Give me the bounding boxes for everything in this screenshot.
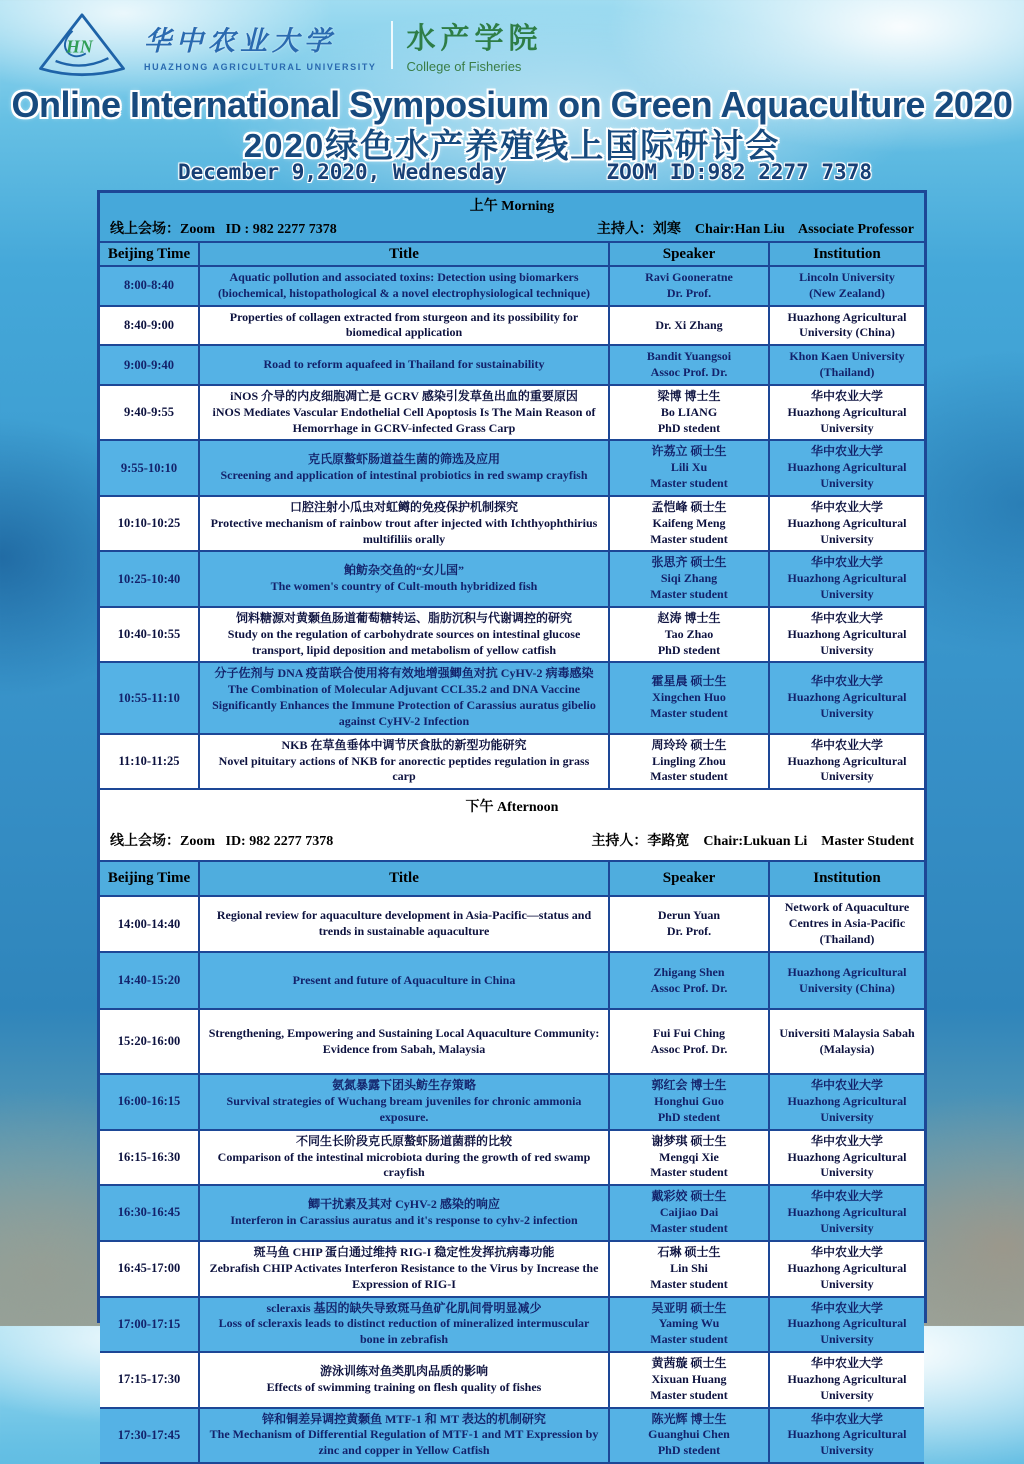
speaker-cell bbox=[608, 346, 768, 384]
title-line: Novel pituitary actions of NKB for anorectic peptides regulation in grass carp bbox=[218, 753, 590, 784]
venue-bar bbox=[100, 818, 924, 860]
institution-line: Lincoln University bbox=[799, 270, 895, 284]
title-line: The women's country of Cult-mouth hybridized fish bbox=[270, 579, 538, 594]
institution-line: Huazhong Agricultural University bbox=[787, 460, 907, 491]
speaker-cell bbox=[608, 1131, 768, 1184]
session-label: 上午 Morning bbox=[100, 193, 924, 217]
institution-cell bbox=[768, 441, 924, 494]
speaker-line: 戴彩姣 硕士生 bbox=[651, 1189, 727, 1204]
institution-line: (Thailand) bbox=[819, 932, 875, 947]
institution-line: 华中农业大学 bbox=[810, 674, 883, 689]
speaker-line: Lili Xu bbox=[670, 460, 708, 475]
speaker-line: Master student bbox=[650, 1165, 728, 1180]
schedule-row bbox=[100, 661, 924, 732]
symposium-title-en: Online International Symposium on Green Aquaculture 2020 bbox=[11, 84, 1013, 125]
title-cell bbox=[198, 1010, 608, 1073]
time-cell: 10:25-10:40 bbox=[117, 571, 181, 586]
title-cell bbox=[198, 1242, 608, 1296]
speaker-line: 陈光辉 博士生 bbox=[651, 1411, 727, 1426]
institution-cell bbox=[768, 735, 924, 788]
time-cell: 11:10-11:25 bbox=[118, 753, 180, 768]
time-cell: 17:15-17:30 bbox=[117, 1372, 181, 1387]
column-header: Institution bbox=[768, 243, 924, 265]
speaker-line: 梁博 博士生 bbox=[657, 388, 721, 403]
institution-line: Huazhong Agricultural University bbox=[787, 753, 907, 784]
speaker-line: Siqi Zhang bbox=[660, 571, 718, 586]
time-cell: 8:00-8:40 bbox=[124, 278, 174, 293]
schedule-row bbox=[100, 1296, 924, 1351]
institution-cell bbox=[768, 663, 924, 732]
speaker-cell bbox=[608, 552, 768, 605]
svg-text:HN: HN bbox=[65, 36, 93, 57]
title-line: Screening and application of intestinal probiotics in red swamp crayfish bbox=[220, 468, 588, 483]
schedule-row bbox=[100, 495, 924, 550]
title-line: 锌和铜差异调控黄颡鱼 MTF-1 和 MT 表达的机制研究 bbox=[262, 1411, 546, 1426]
title-cell bbox=[198, 497, 608, 550]
institution-cell bbox=[768, 1131, 924, 1184]
title-cell bbox=[198, 1075, 608, 1128]
schedule-row bbox=[100, 606, 924, 661]
title-line: Effects of swimming training on flesh quality of fishes bbox=[266, 1379, 542, 1394]
speaker-cell bbox=[608, 1298, 768, 1351]
time-cell: 10:40-10:55 bbox=[117, 627, 181, 642]
institution-line: 华中农业大学 bbox=[810, 555, 883, 570]
title-cell bbox=[198, 552, 608, 605]
title-line: Survival strategies of Wuchang bream juveniles for chronic ammonia exposure. bbox=[226, 1094, 582, 1124]
institution-cell bbox=[768, 497, 924, 550]
speaker-line: Tao Zhao bbox=[664, 626, 714, 641]
institution-line: (New Zealand) bbox=[809, 285, 885, 300]
time-cell: 9:40-9:55 bbox=[124, 405, 174, 420]
institution-line: Huazhong Agricultural University bbox=[787, 1371, 907, 1402]
institution-line: Huazhong Agricultural University bbox=[787, 690, 907, 720]
schedule-row bbox=[100, 384, 924, 439]
speaker-line: Master student bbox=[650, 1276, 728, 1291]
institution-line: 华中农业大学 bbox=[810, 1356, 883, 1371]
institution-cell bbox=[768, 1075, 924, 1128]
speaker-cell bbox=[608, 1242, 768, 1296]
institution-line: Huazhong Agricultural University bbox=[787, 626, 907, 657]
university-logo-icon bbox=[34, 12, 130, 78]
institution-line: (Malaysia) bbox=[819, 1041, 875, 1056]
title-line: Zebrafish CHIP Activates Interferon Resistance to the Virus by Increase the Expression of RIG-I bbox=[209, 1260, 599, 1291]
speaker-cell bbox=[608, 1186, 768, 1239]
schedule-row bbox=[100, 1407, 924, 1462]
title-cell bbox=[198, 1353, 608, 1406]
speaker-line: PhD stedent bbox=[657, 642, 721, 657]
title-line: Strengthening, Empowering and Sustaining Local Aquaculture Community: Evidence from Sabah, Malaysia bbox=[208, 1025, 600, 1056]
title-cell bbox=[198, 1298, 608, 1351]
title-cell bbox=[198, 386, 608, 439]
speaker-line: PhD stedent bbox=[657, 1443, 721, 1458]
speaker-line: Dr. Prof. bbox=[666, 285, 712, 300]
session-morning bbox=[100, 193, 924, 788]
speaker-line: Lin Shi bbox=[670, 1260, 708, 1275]
speaker-line: 霍星晨 硕士生 bbox=[651, 674, 727, 689]
speaker-line: Ravi Gooneratne bbox=[645, 270, 733, 284]
university-name-en: HUAZHONG AGRICULTURAL UNIVERSITY bbox=[144, 61, 377, 72]
title-cell bbox=[198, 441, 608, 494]
speaker-cell bbox=[608, 1010, 768, 1073]
speaker-line: Bandit Yuangsoi bbox=[646, 349, 732, 364]
institution-line: (Thailand) bbox=[819, 365, 875, 380]
institution-line: Huazhong Agricultural University (China) bbox=[787, 964, 907, 995]
institution-line: Huazhong Agricultural University bbox=[787, 404, 907, 435]
title-cell bbox=[198, 1409, 608, 1462]
title-line: 饲料糖源对黄颡鱼肠道葡萄糖转运、脂肪沉积与代谢调控的研究 bbox=[235, 610, 572, 625]
chair-info: 主持人：刘寒 Chair:Han Liu Associate Professor bbox=[596, 222, 914, 237]
speaker-line: Master student bbox=[650, 769, 728, 784]
column-header-row bbox=[100, 860, 924, 895]
title-line: Loss of scleraxis leads to distinct reduction of mineralized intermuscular bone in zebrafish bbox=[218, 1316, 590, 1347]
speaker-line: 许荔立 硕士生 bbox=[651, 444, 727, 459]
schedule-row bbox=[100, 305, 924, 345]
schedule-row bbox=[100, 1073, 924, 1128]
speaker-line: Kaifeng Meng bbox=[652, 515, 726, 530]
institution-line: Huazhong Agricultural University bbox=[787, 1204, 907, 1235]
schedule-row bbox=[100, 265, 924, 305]
time-cell: 14:40-15:20 bbox=[117, 973, 181, 988]
title-line: Present and future of Aquaculture in China bbox=[292, 972, 516, 987]
title-line: Interferon in Carassius auratus and it's response to cyhv-2 infection bbox=[230, 1212, 578, 1227]
schedule-row bbox=[100, 733, 924, 788]
speaker-line: Xingchen Huo bbox=[652, 690, 726, 705]
institution-cell bbox=[768, 1353, 924, 1406]
title-cell bbox=[198, 663, 608, 732]
schedule-row bbox=[100, 550, 924, 605]
time-cell: 17:00-17:15 bbox=[117, 1316, 181, 1331]
speaker-line: Assoc Prof. Dr. bbox=[650, 365, 728, 380]
speaker-line: Derun Yuan bbox=[657, 908, 721, 923]
speaker-cell bbox=[608, 1409, 768, 1462]
title-cell bbox=[198, 346, 608, 384]
column-header: Speaker bbox=[608, 243, 768, 265]
venue-info: 线上会场：Zoom ID: 982 2277 7378 bbox=[110, 834, 334, 850]
speaker-line: Guanghui Chen bbox=[648, 1427, 730, 1442]
institution-line: 华中农业大学 bbox=[810, 1078, 883, 1093]
speaker-line: 郭红会 博士生 bbox=[651, 1078, 727, 1093]
speaker-line: 张思齐 硕士生 bbox=[651, 555, 727, 570]
title-line: iNOS Mediates Vascular Endothelial Cell Apoptosis Is The Main Reason of Hemorrhage in GCRV-infected Grass Carp bbox=[212, 404, 596, 435]
institution-cell bbox=[768, 386, 924, 439]
institution-line: 华中农业大学 bbox=[810, 1300, 883, 1315]
venue-bar bbox=[100, 217, 924, 241]
university-name-block bbox=[144, 19, 377, 72]
time-cell: 15:20-16:00 bbox=[117, 1034, 181, 1049]
speaker-line: 孟恺峰 硕士生 bbox=[651, 499, 727, 514]
institution-line: Huazhong Agricultural University bbox=[787, 1316, 907, 1347]
speaker-line: Bo LIANG bbox=[660, 404, 718, 419]
column-header: Beijing Time bbox=[107, 245, 191, 262]
speaker-line: Caijiao Dai bbox=[659, 1204, 719, 1219]
title-line: 克氏原螯虾肠道益生菌的筛选及应用 bbox=[307, 452, 500, 467]
title-cell bbox=[198, 735, 608, 788]
speaker-line: Master student bbox=[650, 476, 728, 491]
title-line: Regional review for aquaculture development in Asia-Pacific—status and trends in sustainable aquaculture bbox=[216, 908, 592, 939]
speaker-cell bbox=[608, 608, 768, 661]
speaker-line: Master student bbox=[650, 531, 728, 546]
speaker-line: Assoc Prof. Dr. bbox=[650, 980, 728, 995]
speaker-line: Master student bbox=[650, 1387, 728, 1402]
title-line: 口腔注射小瓜虫对虹鳟的免疫保护机制探究 bbox=[289, 499, 518, 514]
speaker-cell bbox=[608, 735, 768, 788]
speaker-line: Dr. Prof. bbox=[666, 924, 712, 939]
speaker-line: Master student bbox=[650, 587, 728, 602]
institution-cell bbox=[768, 1010, 924, 1073]
speaker-cell bbox=[608, 267, 768, 305]
speaker-line: Assoc Prof. Dr. bbox=[650, 1041, 728, 1056]
institution-line: Huazhong Agricultural University bbox=[787, 1427, 907, 1458]
chair-info: 主持人：李路宽 Chair:Lukuan Li Master Student bbox=[591, 834, 914, 850]
title-line: iNOS 介导的内皮细胞凋亡是 GCRV 感染引发草鱼出血的重要原因 bbox=[230, 388, 578, 403]
speaker-cell bbox=[608, 897, 768, 951]
institution-line: 华中农业大学 bbox=[810, 1244, 883, 1259]
column-header-row bbox=[100, 241, 924, 265]
speaker-cell bbox=[608, 1353, 768, 1406]
title-line: 鲫干扰素及其对 CyHV-2 感染的响应 bbox=[308, 1197, 500, 1212]
speaker-line: Zhigang Shen bbox=[653, 964, 725, 979]
speaker-cell bbox=[608, 1075, 768, 1128]
institution-line: Huazhong Agricultural University bbox=[787, 515, 907, 546]
title-line: 分子佐剂与 DNA 疫苗联合使用将有效地增强鲫鱼对抗 CyHV-2 病毒感染 bbox=[214, 666, 594, 681]
time-cell: 17:30-17:45 bbox=[117, 1427, 181, 1442]
speaker-line: 谢梦琪 硕士生 bbox=[651, 1133, 727, 1148]
institution-line: 华中农业大学 bbox=[810, 444, 883, 459]
speaker-line: 赵涛 博士生 bbox=[657, 610, 721, 625]
college-name-cn: 水产学院 bbox=[406, 23, 543, 55]
time-cell: 8:40-9:00 bbox=[124, 317, 174, 332]
title-line: 氨氮暴露下团头鲂生存策略 bbox=[331, 1078, 476, 1093]
date-row bbox=[0, 160, 1024, 184]
institution-cell bbox=[768, 1409, 924, 1462]
title-line: 鲌鲂杂交鱼的“女儿国” bbox=[343, 563, 464, 578]
institution-cell bbox=[768, 1242, 924, 1296]
speaker-line: Master student bbox=[650, 1220, 728, 1235]
institution-cell bbox=[768, 953, 924, 1008]
column-header: Beijing Time bbox=[107, 870, 191, 887]
title-line: The Combination of Molecular Adjuvant CCL35.2 and DNA Vaccine Significantly Enhances the Immune Protection of Carassius auratus gibelio against CyHV-2 Infection bbox=[212, 682, 596, 728]
institution-line: 华中农业大学 bbox=[810, 499, 883, 514]
speaker-cell bbox=[608, 497, 768, 550]
speaker-line: 黄茜璇 硕士生 bbox=[651, 1356, 727, 1371]
title-line: Road to reform aquafeed in Thailand for sustainability bbox=[263, 357, 545, 372]
institution-cell bbox=[768, 346, 924, 384]
title-cell bbox=[198, 267, 608, 305]
title-line: Study on the regulation of carbohydrate sources on intestinal glucose transport, lipid deposition and metabolism of yellow catfish bbox=[227, 626, 581, 657]
column-header: Title bbox=[198, 862, 608, 895]
title-line: 不同生长阶段克氏原螯虾肠道菌群的比较 bbox=[295, 1133, 512, 1148]
speaker-cell bbox=[608, 386, 768, 439]
speaker-line: Fui Fui Ching bbox=[652, 1025, 726, 1040]
institution-line: Universiti Malaysia Sabah bbox=[779, 1025, 915, 1040]
institution-line: 华中农业大学 bbox=[810, 1133, 883, 1148]
symposium-date: December 9,2020, Wednesday bbox=[178, 160, 507, 184]
institution-cell bbox=[768, 552, 924, 605]
session-afternoon bbox=[100, 788, 924, 1462]
speaker-line: Master student bbox=[650, 705, 728, 720]
institution-line: 华中农业大学 bbox=[810, 737, 883, 752]
title-cell bbox=[198, 307, 608, 345]
speaker-cell bbox=[608, 307, 768, 345]
institution-line: Huazhong Agricultural University bbox=[787, 1094, 907, 1124]
title-cell bbox=[198, 953, 608, 1008]
college-name-en: College of Fisheries bbox=[406, 59, 522, 74]
title-line: Aquatic pollution and associated toxins: Detection using biomarkers (biochemical, histopathological & a novel electrophysiological technique) bbox=[217, 270, 591, 300]
schedule-row bbox=[100, 895, 924, 951]
speaker-line: Xixuan Huang bbox=[651, 1371, 727, 1386]
institution-line: Huazhong Agricultural University (China) bbox=[787, 309, 907, 340]
title-cell bbox=[198, 1186, 608, 1239]
title-line: Properties of collagen extracted from sturgeon and its possibility for biomedical application bbox=[229, 309, 579, 340]
time-cell: 9:55-10:10 bbox=[120, 460, 178, 475]
institution-line: 华中农业大学 bbox=[810, 610, 883, 625]
institution-line: Khon Kaen University bbox=[789, 349, 905, 364]
speaker-cell bbox=[608, 953, 768, 1008]
speaker-line: PhD stedent bbox=[657, 1109, 721, 1124]
institution-cell bbox=[768, 1186, 924, 1239]
schedule-row bbox=[100, 1008, 924, 1073]
speaker-cell bbox=[608, 441, 768, 494]
schedule-row bbox=[100, 1351, 924, 1406]
title-line: NKB 在草鱼垂体中调节厌食肽的新型功能研究 bbox=[281, 737, 527, 752]
title-line: Protective mechanism of rainbow trout after injected with Ichthyophthirius multifiliis orally bbox=[210, 515, 598, 546]
time-cell: 9:00-9:40 bbox=[124, 357, 174, 372]
institution-line: 华中农业大学 bbox=[810, 1411, 883, 1426]
venue-info: 线上会场：Zoom ID : 982 2277 7378 bbox=[110, 222, 337, 237]
speaker-line: Honghui Guo bbox=[654, 1094, 724, 1109]
title-line: 斑马鱼 CHIP 蛋白通过维持 RIG-I 稳定性发挥抗病毒功能 bbox=[253, 1244, 555, 1259]
institution-line: 华中农业大学 bbox=[810, 1189, 883, 1204]
brand-divider bbox=[391, 21, 393, 69]
speaker-line: 吴亚明 硕士生 bbox=[651, 1300, 727, 1315]
speaker-line: 石琳 硕士生 bbox=[657, 1244, 721, 1259]
institution-cell bbox=[768, 267, 924, 305]
title-line: The Mechanism of Differential Regulation of MTF-1 and MT Expression by zinc and copper in Yellow Catfish bbox=[209, 1427, 599, 1458]
schedule-table bbox=[97, 190, 927, 1458]
time-cell: 16:45-17:00 bbox=[117, 1261, 181, 1276]
title-cell bbox=[198, 1131, 608, 1184]
zoom-id: ZOOM ID:982 2277 7378 bbox=[606, 160, 872, 184]
column-header: Institution bbox=[768, 862, 924, 895]
session-label: 下午 Afternoon bbox=[100, 788, 924, 818]
institution-cell bbox=[768, 307, 924, 345]
title-cell bbox=[198, 897, 608, 951]
time-cell: 16:15-16:30 bbox=[117, 1149, 181, 1164]
speaker-line: Mengqi Xie bbox=[659, 1149, 719, 1164]
time-cell: 10:10-10:25 bbox=[117, 516, 181, 531]
time-cell: 14:00-14:40 bbox=[117, 916, 181, 931]
schedule-row bbox=[100, 1240, 924, 1296]
university-name-cn: 华中农业大学 bbox=[144, 25, 336, 56]
speaker-cell bbox=[608, 663, 768, 732]
symposium-title-cn: 2020绿色水产养殖线上国际研讨会 bbox=[243, 127, 781, 164]
time-cell: 10:55-11:10 bbox=[118, 690, 180, 705]
institution-cell bbox=[768, 897, 924, 951]
college-name-block bbox=[407, 16, 543, 74]
schedule-row bbox=[100, 1129, 924, 1184]
institution-cell bbox=[768, 608, 924, 661]
column-header: Speaker bbox=[608, 862, 768, 895]
institution-line: Huazhong Agricultural University bbox=[787, 1260, 907, 1291]
column-header: Title bbox=[198, 243, 608, 265]
time-cell: 16:30-16:45 bbox=[117, 1205, 181, 1220]
schedule-row bbox=[100, 439, 924, 494]
institution-line: 华中农业大学 bbox=[810, 388, 883, 403]
institution-cell bbox=[768, 1298, 924, 1351]
speaker-line: PhD stedent bbox=[657, 420, 721, 435]
title-line: scleraxis 基因的缺失导致斑马鱼矿化肌间骨明显减少 bbox=[266, 1300, 542, 1315]
speaker-line: Dr. Xi Zhang bbox=[655, 317, 723, 332]
institution-line: Huazhong Agricultural University bbox=[787, 1149, 907, 1180]
schedule-row bbox=[100, 344, 924, 384]
brand-block bbox=[34, 12, 543, 78]
speaker-line: Yaming Wu bbox=[658, 1316, 720, 1331]
title-line: 游泳训练对鱼类肌肉品质的影响 bbox=[319, 1364, 488, 1379]
institution-line: Huazhong Agricultural University bbox=[787, 571, 907, 602]
speaker-line: Master student bbox=[650, 1332, 728, 1347]
speaker-line: Lingling Zhou bbox=[652, 753, 726, 768]
schedule-row bbox=[100, 951, 924, 1008]
time-cell: 16:00-16:15 bbox=[117, 1094, 181, 1109]
title-line: Comparison of the intestinal microbiota during the growth of red swamp crayfish bbox=[217, 1149, 591, 1180]
institution-line: Network of Aquaculture Centres in Asia-Pacific bbox=[784, 900, 910, 931]
speaker-line: 周玲玲 硕士生 bbox=[651, 737, 727, 752]
title-cell bbox=[198, 608, 608, 661]
schedule-row bbox=[100, 1184, 924, 1239]
